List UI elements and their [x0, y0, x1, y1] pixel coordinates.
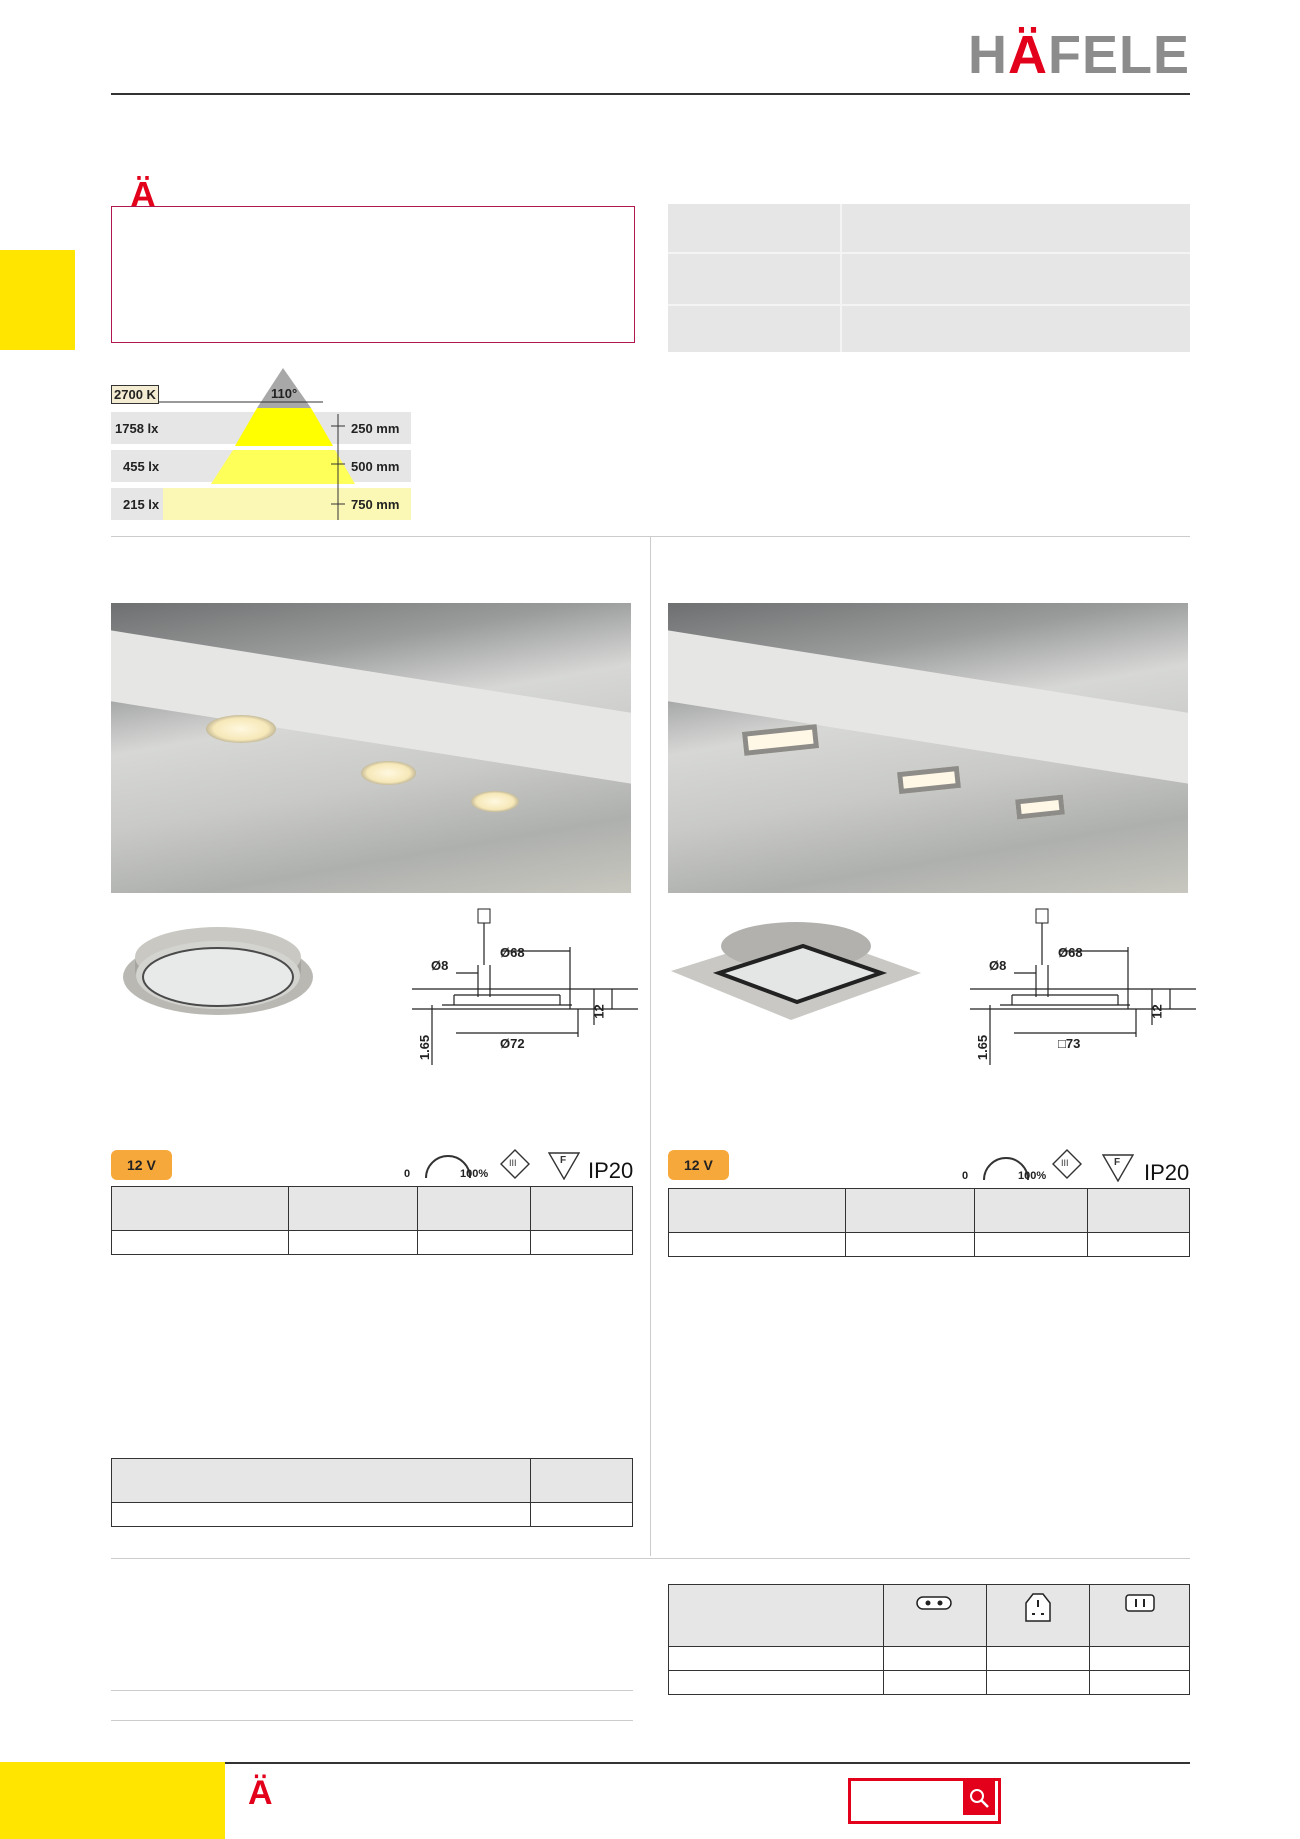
dim-height: 12	[591, 1004, 607, 1019]
dim-hole: Ø8	[989, 958, 1007, 973]
dim-height: 12	[1149, 1004, 1165, 1019]
square-luminaire-render	[671, 918, 921, 1028]
footer-tab	[0, 1762, 225, 1839]
dim-hole: Ø8	[431, 958, 449, 973]
info-frame	[111, 206, 635, 343]
footer-rule	[111, 1762, 1190, 1764]
distance-value: 500 mm	[351, 459, 400, 474]
dimmable-icon: 0 100%	[404, 1150, 488, 1182]
lux-value: 215 lx	[123, 497, 160, 512]
dim-flange: 1.65	[975, 1034, 991, 1061]
column-divider	[650, 536, 651, 1556]
voltage-badge: 12 V	[668, 1150, 729, 1180]
protection-class-icon: III	[1052, 1149, 1082, 1179]
technical-drawing-square	[970, 905, 1196, 1065]
voltage-badge: 12 V	[111, 1150, 172, 1180]
a-mark-icon: Ä	[130, 174, 156, 215]
brand-logo: HÄFELE	[967, 25, 1190, 85]
dim-cutout: Ø68	[1058, 945, 1083, 960]
order-table-round	[111, 1186, 633, 1255]
search-icon	[968, 1787, 990, 1809]
f-mark-icon: F	[548, 1152, 580, 1180]
dim-outer: □73	[1058, 1036, 1081, 1051]
section-divider	[111, 1558, 1190, 1559]
beam-mid	[211, 450, 355, 484]
f-mark-icon: F	[1102, 1154, 1134, 1182]
order-table-square	[668, 1188, 1190, 1257]
us-plug-icon	[1090, 1585, 1190, 1647]
footer-a-mark-icon: Ä	[248, 1774, 273, 1812]
euro-plug-icon	[884, 1585, 987, 1647]
spec-table	[668, 204, 1190, 352]
distance-value: 250 mm	[351, 421, 400, 436]
round-luminaire-render	[113, 915, 323, 1020]
divider	[111, 1690, 633, 1691]
dim-cutout: Ø68	[500, 945, 525, 960]
product-photo-square	[668, 603, 1188, 893]
accessory-table	[111, 1458, 633, 1527]
ip-rating: IP20	[1144, 1160, 1190, 1185]
dim-flange: 1.65	[417, 1034, 433, 1061]
beam-bright	[235, 408, 333, 446]
plug-table	[668, 1584, 1190, 1695]
lux-value: 455 lx	[123, 459, 160, 474]
lux-value: 1758 lx	[115, 421, 159, 436]
technical-drawing-round	[412, 905, 638, 1065]
light-distribution-chart	[111, 364, 411, 524]
divider	[111, 1720, 633, 1721]
protection-class-icon: III	[500, 1149, 530, 1179]
product-photo-round	[111, 603, 631, 893]
ip-rating: IP20	[588, 1158, 634, 1183]
beam-angle: 110°	[271, 386, 298, 401]
header-rule	[111, 93, 1190, 95]
dim-outer: Ø72	[500, 1036, 525, 1051]
search-button[interactable]	[963, 1781, 995, 1815]
dimmable-icon: 0 100%	[962, 1152, 1046, 1184]
chapter-tab[interactable]	[0, 250, 75, 350]
distance-value: 750 mm	[351, 497, 400, 512]
colour-temperature: 2700 K	[111, 385, 159, 404]
uk-plug-icon	[987, 1585, 1090, 1647]
